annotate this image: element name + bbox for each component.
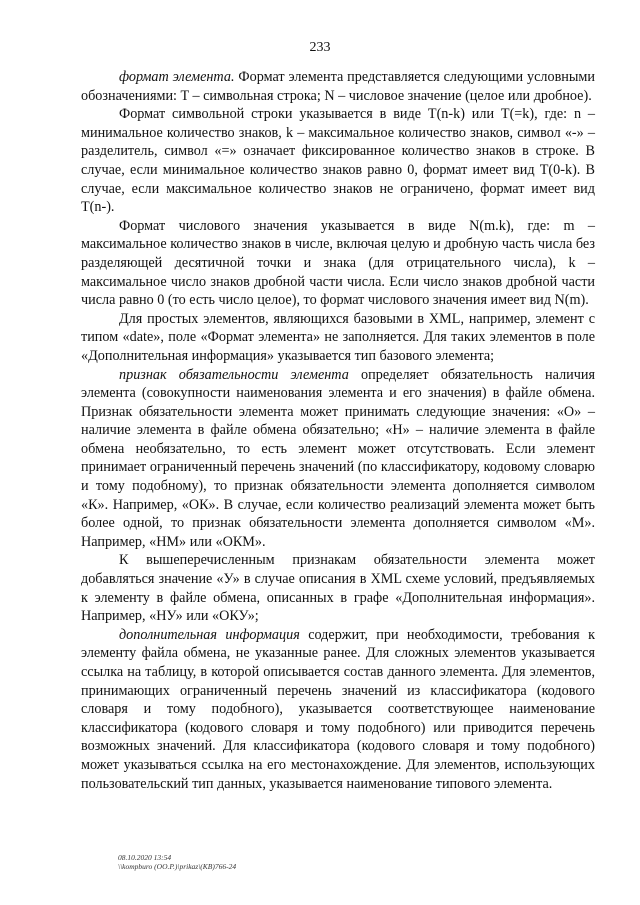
- footer-file-path: \\kompburo (OO.P.)\prikaz\(КВ)766-24: [118, 862, 237, 871]
- document-footer: [118, 853, 236, 871]
- footer-timestamp: 08.10.2020 13:54: [118, 853, 172, 862]
- term-element-format: формат элемента.: [119, 69, 235, 85]
- paragraph-string-format: [81, 105, 595, 217]
- paragraph-numeric-format: [81, 217, 595, 310]
- term-additional-info: дополнительная информация: [119, 626, 300, 643]
- paragraph-text: Для простых элементов, являющихся базовыми в XML, например, элемент с типом «date», поле «Формат элемента» не заполняется. Для таких элементов в поле «Дополнительная информация» указывается тип базового элемента;: [81, 310, 595, 364]
- paragraph-element-format: [81, 68, 595, 105]
- page-number: 233: [309, 40, 331, 55]
- paragraph-text: Формат элемента представляется следующими условными обозначениями: T – символьная строка; N – числовое значение (целое или дробное).: [81, 69, 595, 104]
- paragraph-required-attribute: [81, 366, 595, 552]
- paragraph-simple-elements: [81, 310, 595, 366]
- paragraph-conditional-value: [81, 551, 595, 625]
- paragraph-text: К вышеперечисленным признакам обязательности элемента может добавляться значение «У» в случае описания в XML схеме условий, предъявляемых к элементу в файле обмена, описанных в графе «Дополнительная информация». Например, «НУ» или «ОКУ»;: [81, 552, 595, 625]
- term-required-attribute: признак обязательности элемента: [119, 366, 349, 383]
- paragraph-text: Формат символьной строки указывается в виде T(n-k) или T(=k), где: n – минимальное количество знаков, k – максимальное количество знаков, символ «-» – разделитель, символ «=» означает фиксированное количество знаков в строке. В случае, если минимальное количество знаков равно 0, формат имеет вид T(0-k). В случае, если максимальное количество знаков не ограничено, формат имеет вид T(n-).: [81, 106, 595, 216]
- paragraph-additional-info: [81, 626, 595, 793]
- paragraph-text: содержит, при необходимости, требования к элементу файла обмена, не указанные ранее. Для сложных элементов указывается ссылка на таблицу, в которой описывается состав данного элемента. Для элементов, принимающих ограниченный перечень значений из классификатора (кодового словаря и тому подобного), указывается соответствующее наименование классификатора (кодового словаря и тому подобного) или приводится перечень возможных значений. Для классификатора (кодового словаря и тому подобного) может указываться ссылка на его местонахождение. Для элементов, использующих пользовательский тип данных, указывается наименование типового элемента.: [81, 626, 595, 792]
- paragraph-text: Формат числового значения указывается в виде N(m.k), где: m – максимальное количество знаков в числе, включая целую и дробную часть числа без разделяющей десятичной точки и знака (для отрицательного числа), k – максимальное число знаков дробной части числа. Если число знаков дробной части числа равно 0 (то есть число целое), то формат числового значения имеет вид N(m).: [81, 217, 595, 309]
- document-body: [81, 68, 595, 793]
- paragraph-text: определяет обязательность наличия элемента (совокупности наименования элемента и его значения) в файле обмена. Признак обязательности элемента может принимать следующие значения: «О» – наличие элемента в файле обмена обязательно; «Н» – наличие элемента в файле обмена необязательно, то есть элемент может отсутствовать. Если элемент принимает ограниченный перечень значений (по классификатору, кодовому словарю и тому подобному), то признак обязательности элемента дополняется символом «К». Например, «ОК». В случае, если количество реализаций элемента может быть более одной, то признак обязательности элемента дополняется символом «М». Например, «НМ» или «ОКМ».: [81, 366, 595, 550]
